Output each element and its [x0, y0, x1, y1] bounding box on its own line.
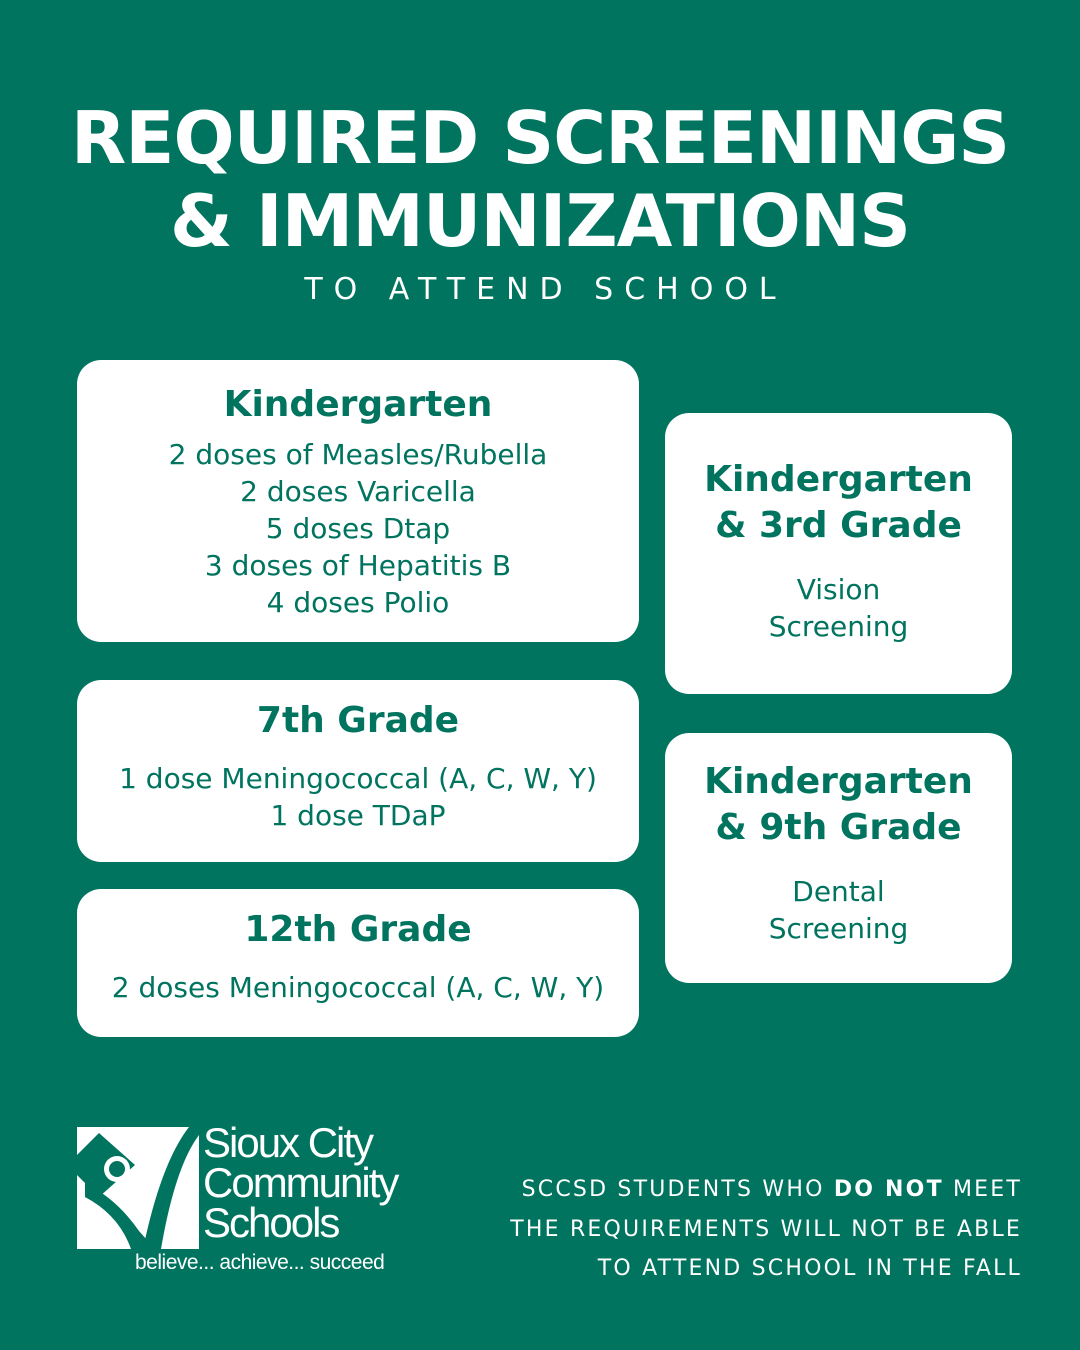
notice-line-1	[502, 1170, 1022, 1210]
notice-emphasis: DO NOT	[833, 1177, 944, 1202]
list-item: 5 doses Dtap	[265, 512, 451, 545]
card-title: Kindergarten	[223, 384, 493, 425]
title-line-1: REQUIRED SCREENINGS	[70, 96, 1010, 180]
list-item: Screening	[768, 610, 909, 643]
card-items	[665, 571, 1012, 645]
list-item: 2 doses of Measles/Rubella	[168, 438, 548, 471]
notice-line-2: THE REQUIREMENTS WILL NOT BE ABLE	[510, 1216, 1022, 1242]
kindergarten-card	[77, 360, 639, 642]
card-items	[77, 760, 639, 834]
list-item: 1 dose TDaP	[270, 799, 446, 832]
list-item: 2 doses Varicella	[240, 475, 476, 508]
school-logo	[77, 1119, 437, 1282]
notice-text: MEET	[943, 1177, 1022, 1202]
list-item: 1 dose Meningococcal (A, C, W, Y)	[119, 762, 597, 795]
grade7-card	[77, 680, 639, 862]
list-item: Dental	[792, 875, 885, 908]
notice-text: SCCSD STUDENTS WHO	[521, 1177, 834, 1202]
list-item: Screening	[768, 912, 909, 945]
title-line-2: & IMMUNIZATIONS	[169, 179, 910, 263]
card-title-line-2: & 3rd Grade	[715, 505, 962, 546]
logo-mark-icon	[77, 1127, 199, 1249]
notice-line-3: TO ATTEND SCHOOL IN THE FALL	[597, 1256, 1022, 1281]
list-item: Vision	[796, 573, 881, 606]
card-items	[665, 873, 1012, 947]
logo-name	[203, 1119, 398, 1246]
card-title: 7th Grade	[256, 700, 460, 741]
attendance-notice	[502, 1170, 1022, 1289]
vision-screening-card	[665, 413, 1012, 694]
card-items	[77, 436, 639, 621]
card-title: 12th Grade	[244, 909, 472, 950]
logo-name-line: Sioux City	[203, 1119, 373, 1166]
logo-name-line: Community	[203, 1159, 398, 1206]
card-items	[77, 969, 639, 1006]
grade12-card	[77, 889, 639, 1037]
list-item: 2 doses Meningococcal (A, C, W, Y)	[111, 971, 605, 1004]
logo-name-line: Schools	[203, 1199, 339, 1246]
dental-screening-card	[665, 733, 1012, 983]
logo-tagline: believe... achieve... succeed	[135, 1251, 385, 1274]
card-title-line-1: Kindergarten	[704, 761, 973, 802]
card-title-line-1: Kindergarten	[704, 459, 973, 500]
list-item: 3 doses of Hepatitis B	[204, 549, 512, 582]
subtitle: TO ATTEND SCHOOL	[304, 272, 787, 307]
card-title-line-2: & 9th Grade	[715, 807, 962, 848]
list-item: 4 doses Polio	[266, 586, 450, 619]
